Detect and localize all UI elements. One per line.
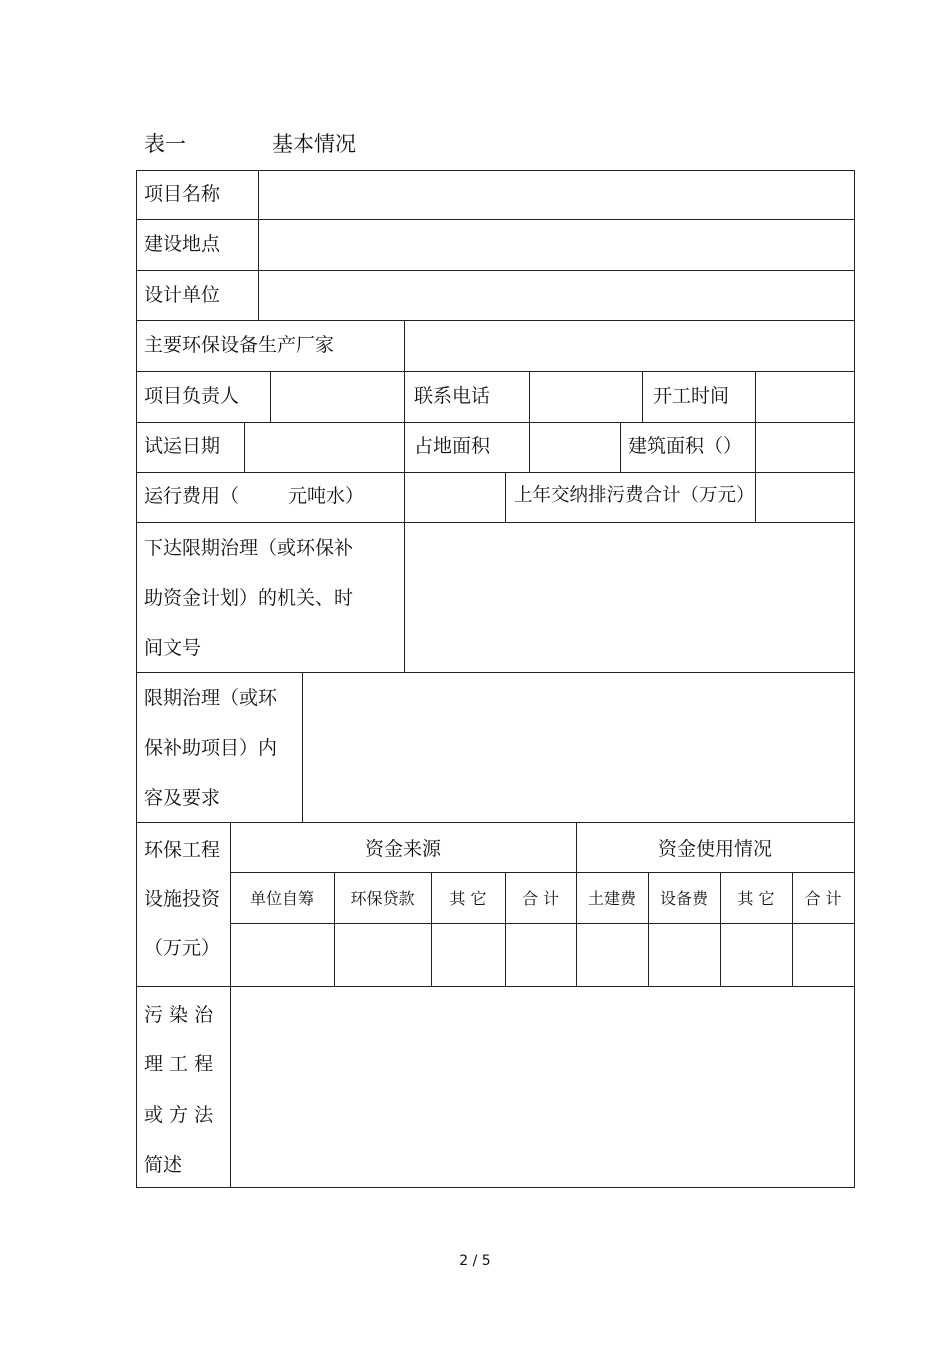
rule bbox=[136, 822, 855, 823]
rule bbox=[258, 170, 259, 321]
rule bbox=[136, 522, 855, 523]
label-investment-2: 设施投资 bbox=[144, 888, 221, 910]
col-other-usage: 其 它 bbox=[737, 889, 775, 908]
rule bbox=[136, 170, 855, 171]
label-deadline-content-2: 保补助项目）内 bbox=[144, 737, 278, 759]
rule bbox=[505, 872, 506, 987]
rule bbox=[136, 170, 137, 1188]
contact-phone-field[interactable] bbox=[531, 373, 641, 421]
label-deadline-org-3: 间文号 bbox=[144, 637, 202, 659]
rule bbox=[755, 422, 756, 473]
rule bbox=[792, 872, 793, 987]
rule bbox=[136, 270, 855, 271]
rule bbox=[404, 472, 405, 523]
label-equipment-maker: 主要环保设备生产厂家 bbox=[144, 334, 335, 356]
col-total-source: 合 计 bbox=[521, 889, 560, 908]
design-unit-field[interactable] bbox=[260, 272, 853, 319]
rule bbox=[136, 320, 855, 321]
label-contact-phone: 联系电话 bbox=[414, 385, 491, 407]
label-land-area: 占地面积 bbox=[414, 435, 491, 457]
rule bbox=[334, 872, 335, 987]
building-area-field[interactable] bbox=[757, 424, 853, 471]
trial-date-field[interactable] bbox=[246, 424, 403, 471]
label-project-leader: 项目负责人 bbox=[144, 385, 240, 407]
rule bbox=[755, 371, 756, 423]
label-trial-date: 试运日期 bbox=[144, 435, 221, 457]
project-leader-field[interactable] bbox=[272, 373, 403, 421]
label-operating-cost-unit: 元吨水） bbox=[288, 485, 365, 507]
col-civil-cost: 土建费 bbox=[587, 889, 636, 908]
label-deadline-content-1: 限期治理（或环 bbox=[144, 687, 278, 709]
rule bbox=[270, 371, 271, 423]
rule bbox=[505, 472, 506, 523]
rule bbox=[648, 872, 649, 987]
col-env-loan: 环保贷款 bbox=[350, 889, 415, 908]
rule bbox=[404, 320, 405, 372]
rule bbox=[404, 422, 405, 473]
rule bbox=[404, 371, 405, 423]
label-deadline-org-2: 助资金计划）的机关、时 bbox=[144, 587, 354, 609]
rule bbox=[230, 872, 576, 873]
project-name-field[interactable] bbox=[260, 172, 853, 218]
rule bbox=[136, 371, 855, 372]
construction-site-field[interactable] bbox=[260, 221, 853, 269]
col-equipment-cost: 设备费 bbox=[659, 889, 708, 908]
equipment-cost-field[interactable] bbox=[650, 925, 719, 985]
rule bbox=[230, 822, 231, 1188]
label-method-4: 简述 bbox=[144, 1154, 183, 1176]
last-year-fee-field[interactable] bbox=[757, 474, 853, 521]
rule bbox=[529, 422, 530, 473]
self-raised-field[interactable] bbox=[232, 925, 333, 985]
rule bbox=[136, 986, 855, 987]
method-field[interactable] bbox=[232, 988, 853, 1186]
rule bbox=[854, 170, 855, 1188]
civil-cost-field[interactable] bbox=[578, 925, 647, 985]
other-usage-field[interactable] bbox=[722, 925, 791, 985]
label-project-name: 项目名称 bbox=[144, 183, 221, 205]
other-source-field[interactable] bbox=[433, 925, 504, 985]
rule bbox=[404, 522, 405, 673]
label-deadline-content-3: 容及要求 bbox=[144, 787, 221, 809]
rule bbox=[431, 872, 432, 987]
label-method-1: 污 染 治 bbox=[144, 1004, 214, 1026]
land-area-field[interactable] bbox=[531, 424, 619, 471]
label-investment-1: 环保工程 bbox=[144, 839, 221, 861]
label-last-year-fee: 上年交纳排污费合计（万元） bbox=[514, 485, 755, 506]
rule bbox=[620, 422, 621, 473]
deadline-content-field[interactable] bbox=[304, 674, 853, 821]
col-total-usage: 合 计 bbox=[804, 889, 842, 908]
header-fund-source: 资金来源 bbox=[364, 838, 441, 860]
label-investment-3: （万元） bbox=[144, 937, 221, 959]
label-method-2: 理 工 程 bbox=[144, 1053, 214, 1075]
label-method-3: 或 方 法 bbox=[144, 1104, 214, 1126]
rule bbox=[642, 371, 643, 423]
label-deadline-org-1: 下达限期治理（或环保补 bbox=[144, 537, 354, 559]
rule bbox=[576, 872, 855, 873]
table-title: 基本情况 bbox=[272, 132, 356, 156]
rule bbox=[136, 672, 855, 673]
rule bbox=[720, 872, 721, 987]
operating-cost-field[interactable] bbox=[406, 474, 504, 521]
rule bbox=[755, 472, 756, 523]
label-building-area: 建筑面积（） bbox=[628, 435, 743, 457]
total-source-field[interactable] bbox=[507, 925, 575, 985]
label-start-time: 开工时间 bbox=[653, 385, 730, 407]
header-fund-usage: 资金使用情况 bbox=[657, 838, 772, 860]
rule bbox=[529, 371, 530, 423]
equipment-maker-field[interactable] bbox=[406, 322, 853, 370]
label-operating-cost: 运行费用（ bbox=[144, 485, 240, 507]
col-other-source: 其 它 bbox=[449, 889, 487, 908]
rule bbox=[244, 422, 245, 473]
rule bbox=[230, 923, 855, 924]
col-self-raised: 单位自筹 bbox=[249, 889, 314, 908]
page-number: 2 / 5 bbox=[459, 1253, 491, 1269]
env-loan-field[interactable] bbox=[336, 925, 430, 985]
rule bbox=[136, 1187, 855, 1188]
rule bbox=[136, 219, 855, 220]
label-construction-site: 建设地点 bbox=[144, 233, 221, 255]
deadline-org-field[interactable] bbox=[406, 524, 853, 671]
table-number: 表一 bbox=[144, 132, 186, 156]
label-design-unit: 设计单位 bbox=[144, 284, 221, 306]
total-usage-field[interactable] bbox=[794, 925, 853, 985]
rule bbox=[302, 672, 303, 823]
start-time-field[interactable] bbox=[757, 373, 853, 421]
